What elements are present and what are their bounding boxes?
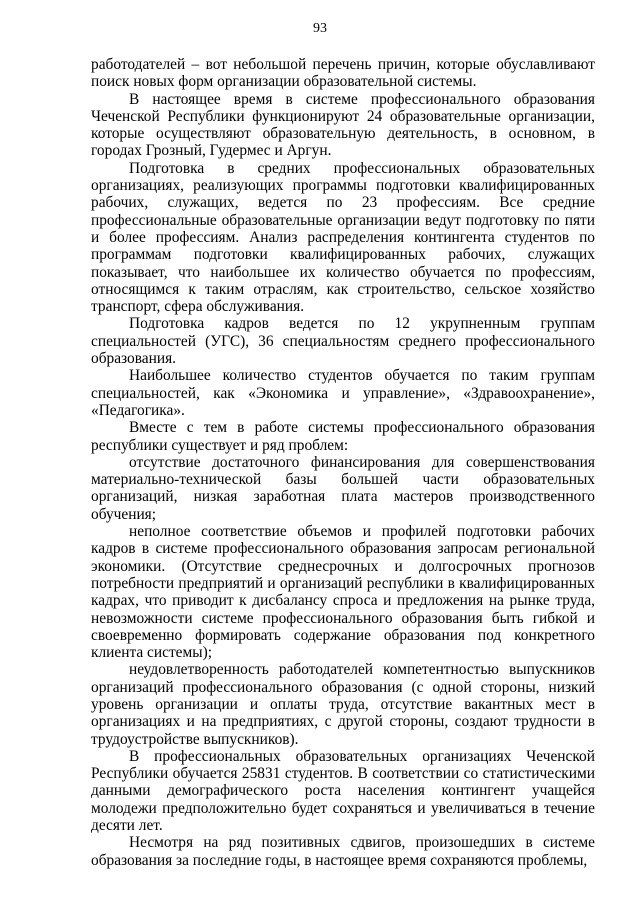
paragraph-2: В настоящее время в системе профессионального образования Чеченской Республики функционируют 24 образовательные организации, которые осуществляют образовательную деятельность, в основном, в городах Грозный, Гудермес и Аргун.	[91, 90, 595, 160]
paragraph-7: отсутствие достаточного финансирования для совершенствования материально-технической базы большей части образовательных организаций, низкая заработная плата мастеров производственного обучения;	[91, 453, 595, 523]
paragraph-1: работодателей – вот небольшой перечень причин, которые обуславливают поиск новых форм организации образовательной системы.	[91, 56, 595, 91]
paragraph-4: Подготовка кадров ведется по 12 укрупненным группам специальностей (УГС), 36 специальностям среднего профессионального образования.	[91, 315, 595, 368]
paragraph-8: неполное соответствие объемов и профилей подготовки рабочих кадров в системе профессионального образования запросам региональной экономики. (Отсутствие среднесрочных и долгосрочных прогнозов потребности предприятий и организаций республики в квалифицированных кадрах, что приводит к дисбалансу спроса и предложения на рынке труда, невозможности системе профессионального образования быть гибкой и своевременно формировать содержание образования под конкретного клиента системы);	[91, 523, 595, 662]
paragraph-11: Несмотря на ряд позитивных сдвигов, произошедших в системе образования за последние годы, в настоящее время сохраняются проблемы,	[91, 834, 595, 869]
paragraph-5: Наибольшее количество студентов обучается по таким группам специальностей, как «Экономика и управление», «Здравоохранение», «Педагогика».	[91, 367, 595, 419]
page-number: 93	[313, 21, 327, 36]
body-text	[91, 56, 595, 869]
paragraph-3: Подготовка в средних профессиональных образовательных организациях, реализующих программы подготовки квалифицированных рабочих, служащих, ведется по 23 профессиям. Все средние профессиональные образовательные организации ведут подготовку по пяти и более профессиям. Анализ распределения контингента студентов по программам подготовки квалифицированных рабочих, служащих показывает, что наибольшее их количество обучается по профессиям, относящимся к таким отраслям, как строительство, сельское хозяйство транспорт, сфера обслуживания.	[91, 159, 595, 316]
paragraph-6: Вместе с тем в работе системы профессионального образования республики существует и ряд проблем:	[91, 419, 595, 454]
paragraph-10: В профессиональных образовательных организациях Чеченской Республики обучается 25831 студентов. В соответствии со статистическими данными демографического роста населения контингент учащейся молодежи предположительно будет сохраняться и увеличиваться в течение десяти лет.	[91, 747, 595, 835]
paragraph-9: неудовлетворенность работодателей компетентностью выпускников организаций профессионального образования (с одной стороны, низкий уровень организации и оплаты труда, отсутствие вакантных мест в организациях и на предприятиях, с другой стороны, создают трудности в трудоустройстве выпускников).	[91, 661, 595, 748]
